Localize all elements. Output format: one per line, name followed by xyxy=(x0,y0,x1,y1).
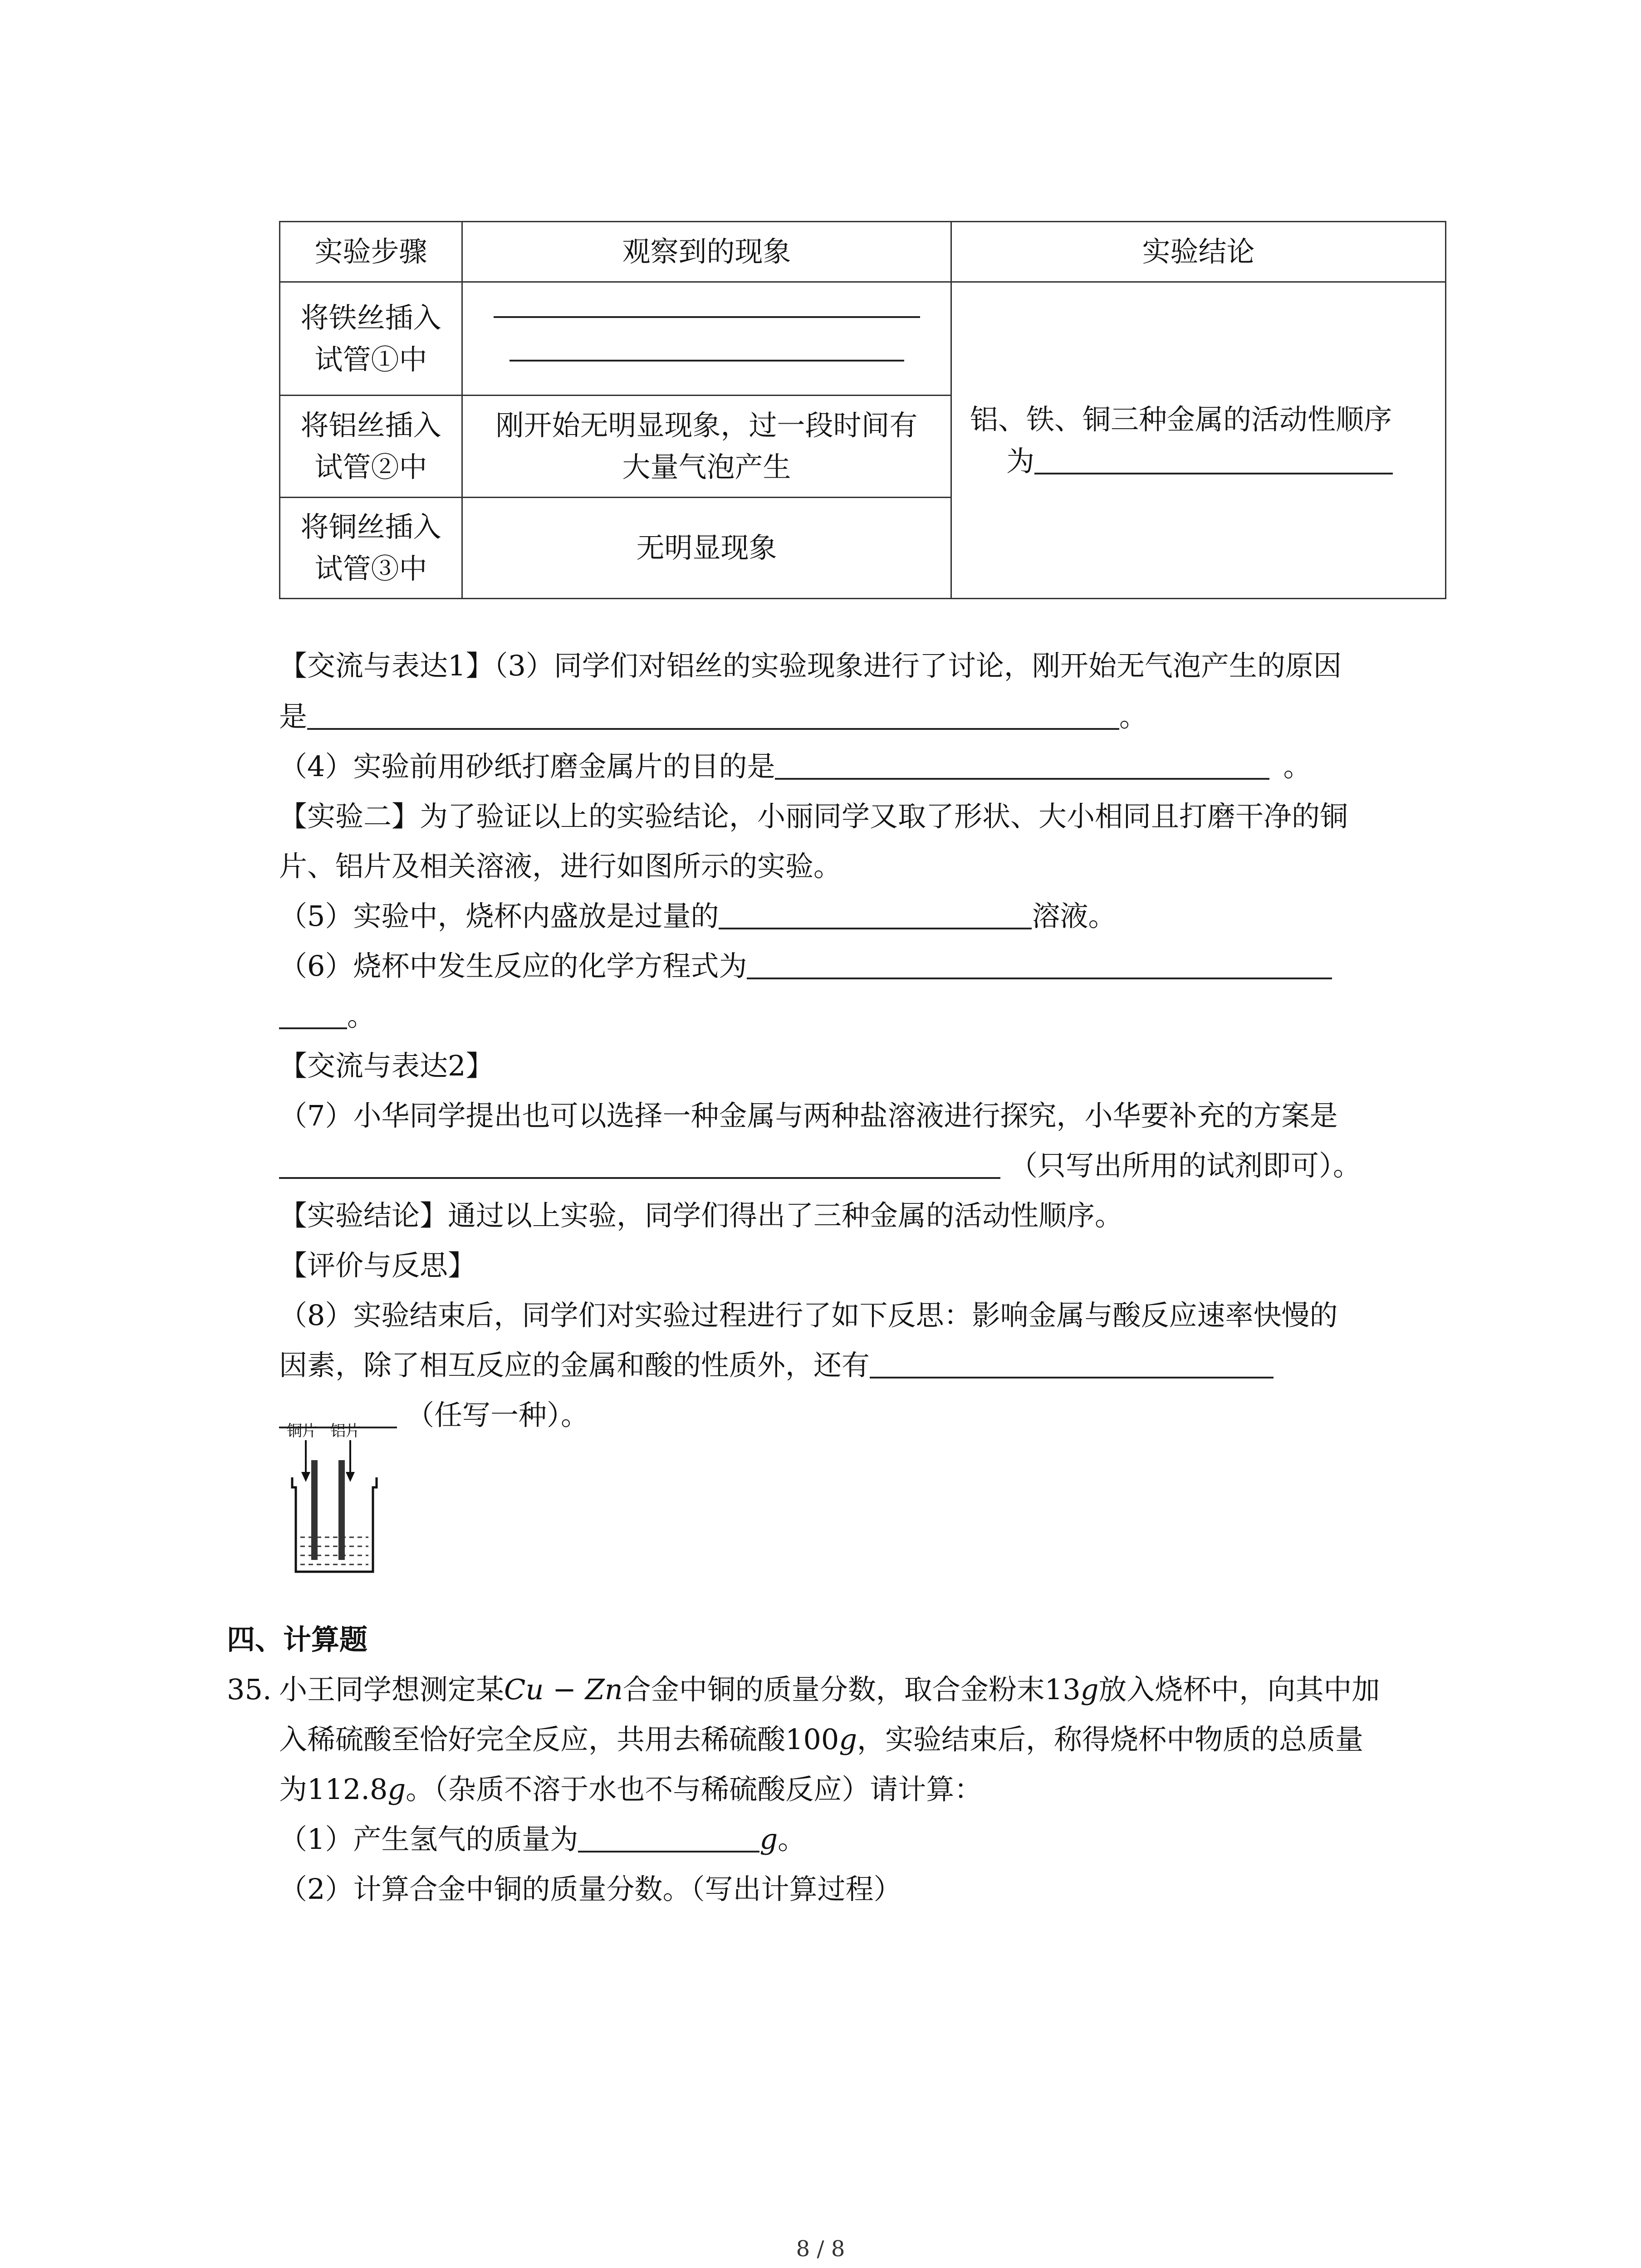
q5-answer-blank[interactable] xyxy=(719,899,1032,929)
q8-line1: （8）实验结束后，同学们对实验过程进行了如下反思：影响金属与酸反应速率快慢的 xyxy=(279,1299,1338,1332)
reflect-heading: 【评价与反思】 xyxy=(279,1249,476,1282)
q3-line1: 【交流与表达1】（3）同学们对铝丝的实验现象进行了讨论，刚开始无气泡产生的原因 xyxy=(279,649,1342,682)
q35-line3: 为112.8g。（杂质不溶于水也不与稀硫酸反应）请计算： xyxy=(279,1773,983,1806)
label-aluminum: 铝片 xyxy=(330,1422,361,1440)
q6-line2: 。 xyxy=(279,993,375,1039)
phenomenon-iron-blank[interactable] xyxy=(462,282,951,396)
q3-line2: 是 。 xyxy=(279,700,1148,733)
q8-line2: 因素，除了相互反应的金属和酸的性质外，还有 xyxy=(279,1343,1274,1388)
step-iron: 将铁丝插入 试管①中 xyxy=(280,282,462,396)
step-aluminum: 将铝丝插入 试管②中 xyxy=(280,396,462,498)
q8-line3: （任写一种）。 xyxy=(279,1393,589,1438)
header-phenomenon: 观察到的现象 xyxy=(462,222,951,282)
header-conclusion: 实验结论 xyxy=(951,222,1446,282)
conclusion-line: 【实验结论】通过以上实验，同学们得出了三种金属的活动性顺序。 xyxy=(279,1199,1123,1232)
q35-line1: 小王同学想测定某Cu − Zn合金中铜的质量分数，取合金粉末13g放入烧杯中，向其中加 xyxy=(279,1673,1380,1706)
q35-line2: 入稀硫酸至恰好完全反应，共用去稀硫酸100g，实验结束后，称得烧杯中物质的总质量 xyxy=(279,1723,1364,1756)
q5-line: （5）实验中，烧杯内盛放是过量的 溶液。 xyxy=(279,899,1117,933)
experiment-table xyxy=(279,221,1446,599)
q6-line1: （6）烧杯中发生反应的化学方程式为 xyxy=(279,943,1332,989)
conclusion-cell: 铝、铁、铜三种金属的活动性顺序 为 xyxy=(951,282,1446,599)
q6-answer-blank-1[interactable] xyxy=(747,949,1332,979)
q3-answer-blank[interactable] xyxy=(307,700,1119,730)
q7-answer-blank[interactable] xyxy=(279,1149,1000,1179)
q4-answer-blank[interactable] xyxy=(775,750,1269,780)
page-number: 8 / 8 xyxy=(796,2236,845,2262)
q4-line: （4）实验前用砂纸打磨金属片的目的是 。 xyxy=(279,750,1312,783)
exp2-line1: 【实验二】为了验证以上的实验结论，小丽同学又取了形状、大小相同且打磨干净的铜 xyxy=(279,800,1348,833)
q8-answer-blank-1[interactable] xyxy=(870,1349,1274,1378)
q35-sub2: （2）计算合金中铜的质量分数。（写出计算过程） xyxy=(279,1872,902,1906)
q6-answer-blank-2[interactable] xyxy=(279,999,347,1029)
phenomenon-aluminum: 刚开始无明显现象，过一段时间有 大量气泡产生 xyxy=(462,396,951,498)
section-calculation-heading: 四、计算题 xyxy=(227,1623,368,1656)
beaker-figure xyxy=(282,1418,418,1582)
phenomenon-copper: 无明显现象 xyxy=(462,498,951,599)
q35-number: 35. xyxy=(227,1673,272,1706)
q7-line1: （7）小华同学提出也可以选择一种金属与两种盐溶液进行探究，小华要补充的方案是 xyxy=(279,1099,1338,1132)
q35-hydrogen-mass-blank[interactable] xyxy=(578,1823,759,1853)
exchange2-heading: 【交流与表达2】 xyxy=(279,1049,494,1082)
header-step: 实验步骤 xyxy=(280,222,462,282)
label-copper: 铜片 xyxy=(287,1422,318,1440)
q7-line2: （只写出所用的试剂即可）。 xyxy=(279,1143,1361,1188)
exp2-line2: 片、铝片及相关溶液，进行如图所示的实验。 xyxy=(279,850,842,883)
conclusion-answer-blank[interactable] xyxy=(1034,445,1393,474)
q35-sub1: （1）产生氢气的质量为 g。 xyxy=(279,1823,806,1856)
step-copper: 将铜丝插入 试管③中 xyxy=(280,498,462,599)
beaker-drawing xyxy=(282,1418,418,1582)
